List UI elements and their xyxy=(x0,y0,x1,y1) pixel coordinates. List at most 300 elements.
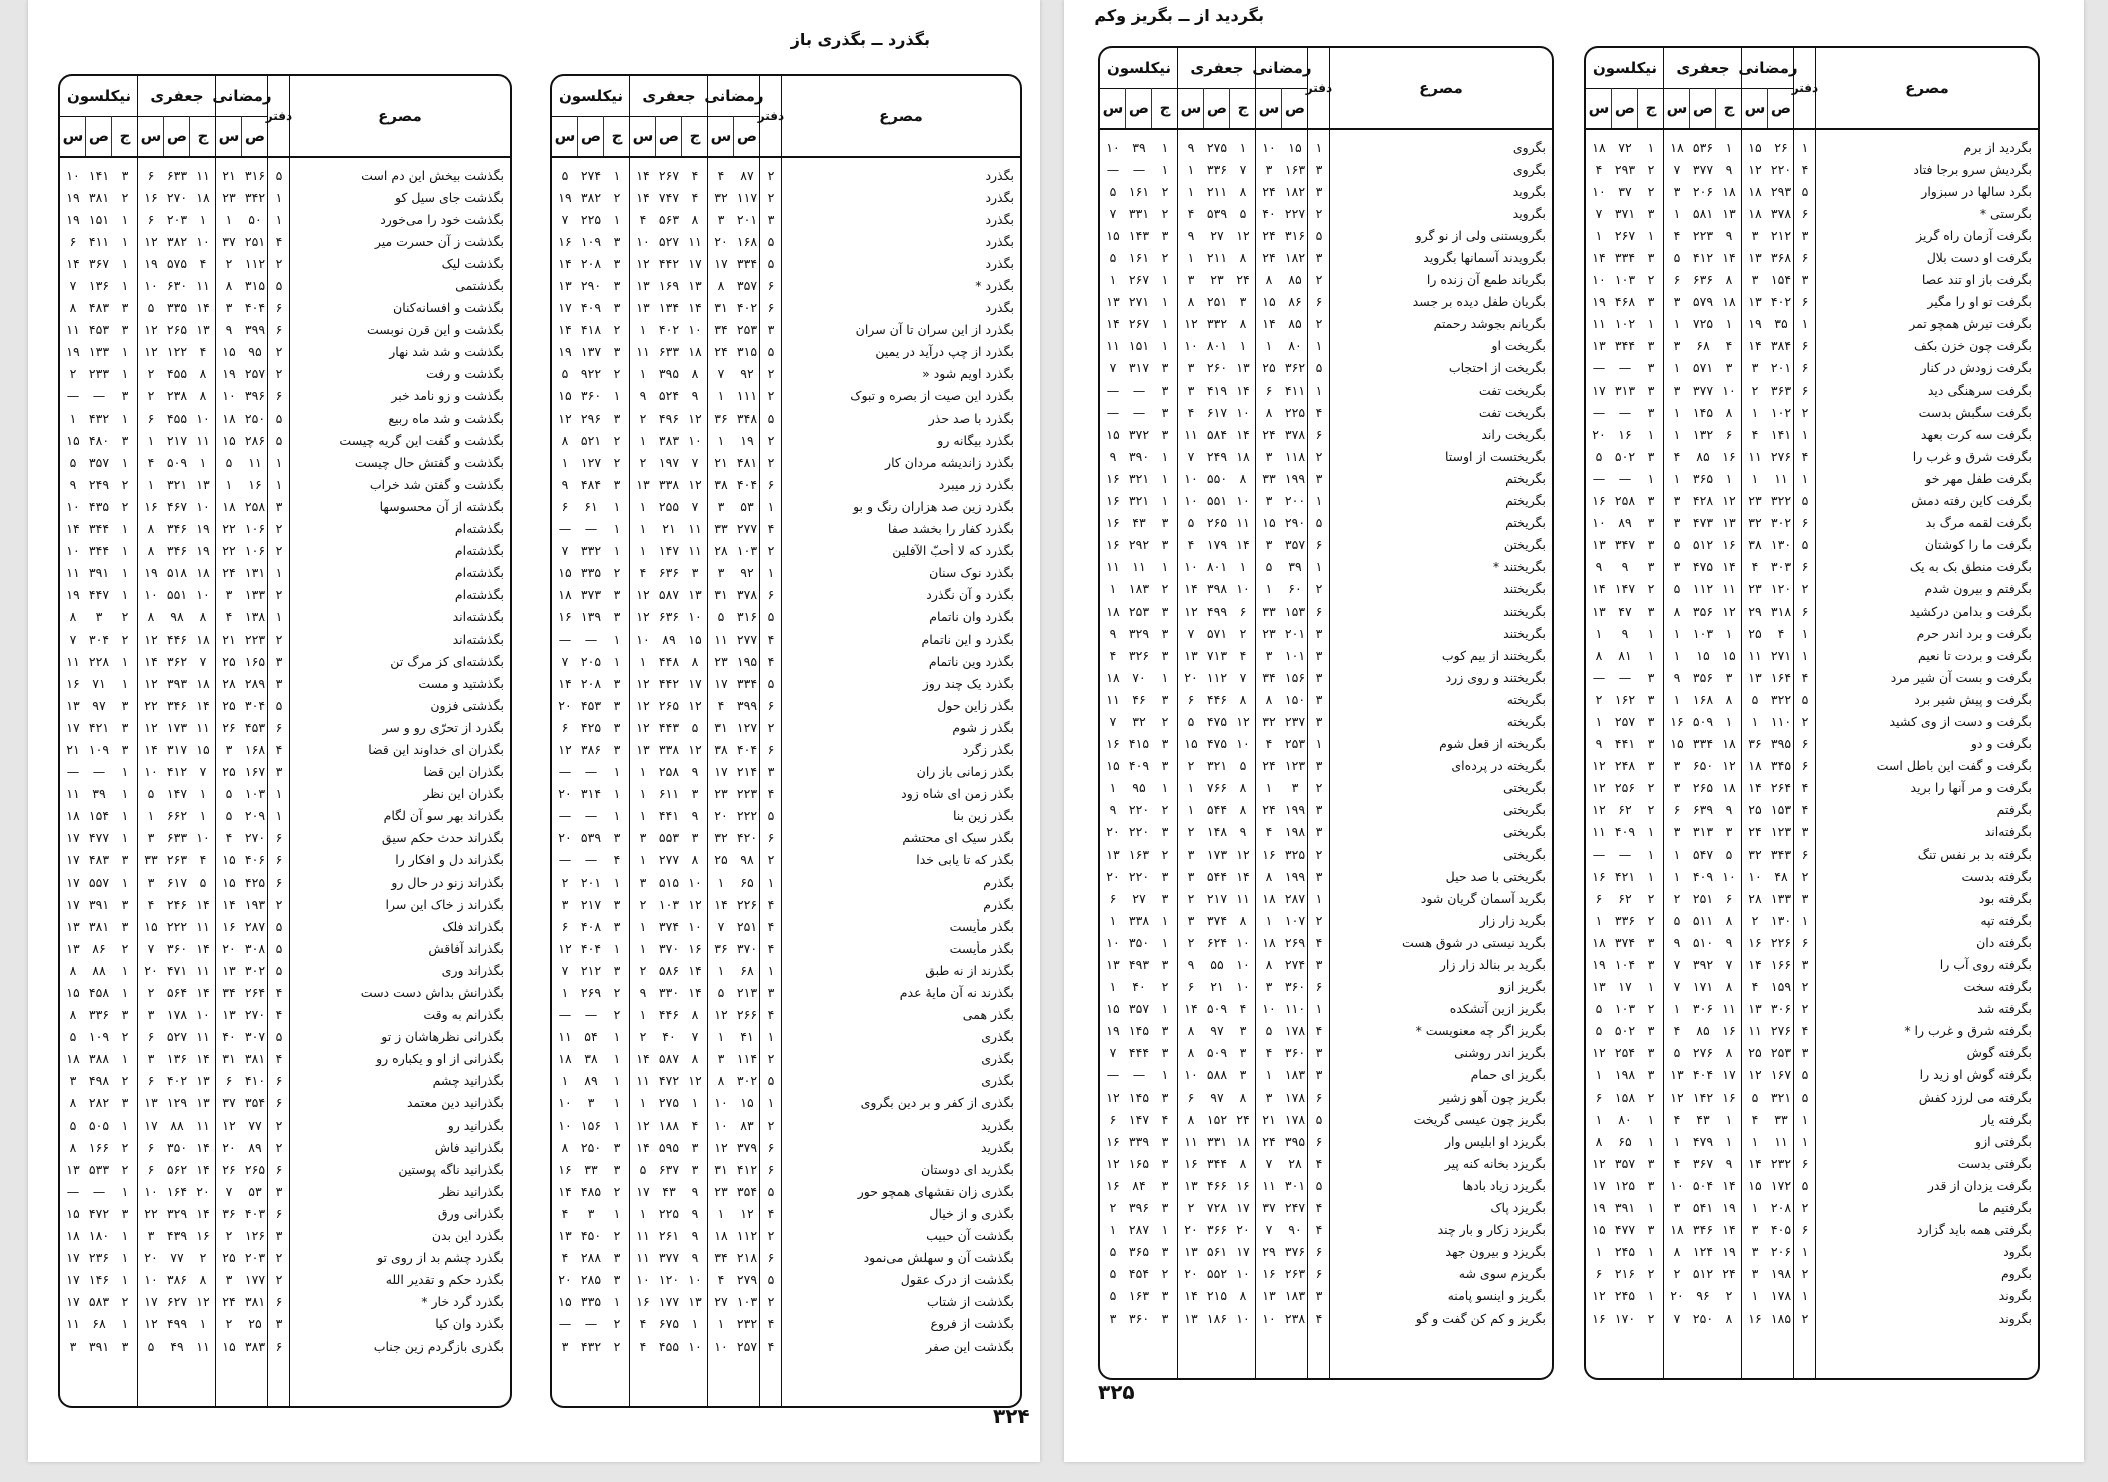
cell-ramazani-sin: ۱۳ xyxy=(1748,1001,1762,1017)
cell-verse-text: بگذراند وری xyxy=(441,962,504,978)
cell-jafari-sin: ۲ xyxy=(639,454,647,470)
header-daftar: دفتر xyxy=(1305,81,1333,95)
cell-ramazani-sad: ۱۳۸ xyxy=(244,609,266,625)
cell-jafari-sin: ۱۰ xyxy=(636,1272,650,1288)
cell-ramazani-sad: ۳۴۲ xyxy=(244,189,266,205)
cell-jafari-sad: ۵۸۱ xyxy=(1692,205,1714,221)
cell-ramazani-sad: ۳۷۸ xyxy=(1770,205,1792,221)
cell-daftar: ۲ xyxy=(275,1117,283,1133)
cell-nicholson-sin: ۱۰ xyxy=(1592,515,1606,531)
cell-verse-text: بگذشت و افسانه‌کنان xyxy=(393,300,504,316)
table-row xyxy=(552,893,1020,915)
cell-nicholson-jim: ۳ xyxy=(613,609,621,625)
cell-jafari-sin: ۱۲ xyxy=(636,675,650,691)
cell-jafari-jim: ۱۴ xyxy=(196,985,210,1001)
cell-jafari-jim: ۸ xyxy=(1239,250,1247,266)
cell-nicholson-sad: ۱۰۹ xyxy=(88,1029,110,1045)
cell-jafari-sin: ۱۱ xyxy=(636,1073,650,1089)
cell-jafari-sad: ۲۱۱ xyxy=(1206,183,1228,199)
cell-jafari-jim: ۹ xyxy=(1725,934,1733,950)
cell-nicholson-sin: ۱۱ xyxy=(66,653,80,669)
cell-jafari-sin: ۱۶ xyxy=(1184,1155,1198,1171)
cell-nicholson-sad: ۳۱۷ xyxy=(1128,360,1150,376)
cell-jafari-sin: ۱ xyxy=(1187,183,1195,199)
cell-nicholson-sad: ۴۵۸ xyxy=(88,985,110,1001)
cell-daftar: ۱ xyxy=(1315,338,1323,354)
cell-ramazani-sin: ۲۰ xyxy=(714,808,728,824)
cell-nicholson-jim: ۱ xyxy=(1647,846,1655,862)
cell-nicholson-sin: ۱۳ xyxy=(1106,846,1120,862)
cell-nicholson-sad: ۲۵۰ xyxy=(580,1139,602,1155)
cell-jafari-jim: ۳ xyxy=(1725,669,1733,685)
cell-nicholson-jim: ۲ xyxy=(1647,272,1655,288)
table-row xyxy=(552,341,1020,363)
cell-ramazani-sad: ۵۳ xyxy=(248,1183,262,1199)
cell-nicholson-jim: ۳ xyxy=(1647,1023,1655,1039)
cell-nicholson-sin: ۱۰ xyxy=(558,1095,572,1111)
table-row xyxy=(60,1313,510,1335)
cell-jafari-sin: ۲ xyxy=(147,388,155,404)
cell-jafari-jim: ۸ xyxy=(1725,979,1733,995)
cell-jafari-sad: ۵۵۲ xyxy=(1206,1266,1228,1282)
cell-ramazani-sad: ۲۲۲ xyxy=(736,808,758,824)
cell-nicholson-sin: ۱۳ xyxy=(66,697,80,713)
cell-ramazani-sin: ۲۴ xyxy=(1748,824,1762,840)
cell-ramazani-sin: ۴ xyxy=(225,830,233,846)
cell-jafari-sad: ۱۴۸ xyxy=(1206,824,1228,840)
cell-verse-text: بگذشت از شتاب xyxy=(927,1294,1014,1310)
column-rule xyxy=(215,76,216,1406)
cell-ramazani-sin: ۱۱ xyxy=(1262,1177,1276,1193)
cell-jafari-sad: ۴۵۵ xyxy=(166,366,188,382)
page-right xyxy=(1064,0,2084,1462)
cell-ramazani-sad: ۳۰۶ xyxy=(1770,1001,1792,1017)
cell-jafari-jim: ۱۷ xyxy=(1722,1067,1736,1083)
cell-nicholson-sin: ۱۳ xyxy=(66,940,80,956)
cell-ramazani-sin: ۱۵ xyxy=(1748,1177,1762,1193)
cell-daftar: ۵ xyxy=(275,918,283,934)
cell-ramazani-sad: ۳۴۳ xyxy=(1770,846,1792,862)
cell-ramazani-sad: ۳۵۴ xyxy=(736,1183,758,1199)
cell-jafari-sin: ۱۴ xyxy=(1184,1001,1198,1017)
cell-ramazani-sad: ۲۱۴ xyxy=(736,764,758,780)
cell-jafari-jim: ۳ xyxy=(1239,1045,1247,1061)
table-row xyxy=(1100,600,1552,622)
cell-nicholson-jim: ۲ xyxy=(1647,161,1655,177)
cell-ramazani-sin: ۳۱ xyxy=(714,300,728,316)
cell-nicholson-jim: ۲ xyxy=(613,1316,621,1332)
table-row xyxy=(1586,1285,2038,1307)
cell-nicholson-sad: ۱۰۳ xyxy=(1614,1001,1636,1017)
cell-nicholson-jim: ۳ xyxy=(613,896,621,912)
cell-jafari-jim: ۱ xyxy=(1725,713,1733,729)
cell-ramazani-sad: ۲۶۳ xyxy=(1284,1266,1306,1282)
table-row xyxy=(1100,1263,1552,1285)
cell-daftar: ۴ xyxy=(1315,1023,1323,1039)
cell-ramazani-sad: ۱۷۷ xyxy=(244,1272,266,1288)
cell-ramazani-sin: ۴ xyxy=(1265,736,1273,752)
cell-daftar: ۲ xyxy=(767,1228,775,1244)
cell-daftar: ۲ xyxy=(767,543,775,559)
column-rule xyxy=(603,116,604,156)
column-rule xyxy=(1229,88,1230,128)
cell-nicholson-jim: ۱ xyxy=(1647,1133,1655,1149)
cell-verse-text: بگریز ای حمام xyxy=(1470,1067,1546,1083)
cell-jafari-sin: ۱۴ xyxy=(636,167,650,183)
cell-ramazani-sin: ۳ xyxy=(225,300,233,316)
cell-ramazani-sin: ۱۱ xyxy=(714,631,728,647)
cell-jafari-jim: ۲ xyxy=(199,1250,207,1266)
cell-jafari-sad: ۲۷۰ xyxy=(166,189,188,205)
cell-nicholson-sad: ۳۲ xyxy=(1132,713,1146,729)
cell-nicholson-sad: ۲۹۶ xyxy=(580,410,602,426)
cell-ramazani-sin: ۳۳ xyxy=(714,521,728,537)
cell-verse-text: بگذرانید چشم xyxy=(432,1073,504,1089)
cell-jafari-sin: ۱۰ xyxy=(636,233,650,249)
cell-jafari-sad: ۴۲۸ xyxy=(1692,493,1714,509)
cell-jafari-sin: ۱۰ xyxy=(1184,338,1198,354)
cell-nicholson-sad: ۹۷ xyxy=(92,697,106,713)
cell-jafari-sin: ۵ xyxy=(1673,250,1681,266)
cell-jafari-jim: ۱۵ xyxy=(688,631,702,647)
cell-verse-text: بگریزد پاک xyxy=(1490,1200,1546,1216)
cell-jafari-sin: ۶ xyxy=(147,211,155,227)
cell-nicholson-jim: ۳ xyxy=(613,918,621,934)
cell-jafari-sad: ۳۷۴ xyxy=(1206,912,1228,928)
cell-daftar: ۱ xyxy=(1801,426,1809,442)
cell-verse-text: بگریخت تفت xyxy=(1478,404,1546,420)
table-row xyxy=(60,473,510,495)
table-row xyxy=(552,672,1020,694)
cell-ramazani-sin: ۵ xyxy=(717,985,725,1001)
cell-nicholson-jim: ۲ xyxy=(121,189,129,205)
cell-verse-text: بگریز و اینسو پامنه xyxy=(1447,1288,1546,1304)
cell-ramazani-sad: ۹۰ xyxy=(1288,1222,1302,1238)
cell-nicholson-sad: — xyxy=(1618,470,1632,486)
cell-nicholson-sin: ۷ xyxy=(1109,360,1117,376)
cell-nicholson-jim: ۱ xyxy=(1647,824,1655,840)
cell-nicholson-jim: ۲ xyxy=(613,1007,621,1023)
cell-jafari-jim: ۲ xyxy=(1239,625,1247,641)
cell-daftar: ۲ xyxy=(767,388,775,404)
cell-jafari-jim: ۱۸ xyxy=(196,631,210,647)
cell-nicholson-sin: ۱۷ xyxy=(1592,382,1606,398)
cell-jafari-sin: ۵ xyxy=(1673,537,1681,553)
cell-nicholson-sin: ۱۱ xyxy=(1592,824,1606,840)
cell-nicholson-sad: ۴۴۷ xyxy=(88,587,110,603)
table-row xyxy=(1586,953,2038,975)
cell-jafari-sad: ۳۷۰ xyxy=(658,940,680,956)
cell-daftar: ۱ xyxy=(1315,493,1323,509)
cell-verse-text: بگریزد زکار و بار چند xyxy=(1437,1222,1546,1238)
cell-nicholson-sin: ۲۱ xyxy=(66,741,80,757)
cell-daftar: ۴ xyxy=(1315,934,1323,950)
cell-jafari-sad: ۲۶۳ xyxy=(166,852,188,868)
cell-nicholson-sin: ۱۸ xyxy=(1106,669,1120,685)
cell-ramazani-sad: ۲۵۳ xyxy=(736,322,758,338)
cell-verse-text: بگذراند دل و افکار را xyxy=(395,852,504,868)
cell-ramazani-sin: ۲۲ xyxy=(222,521,236,537)
cell-ramazani-sad: ۲۵۳ xyxy=(1284,736,1306,752)
cell-verse-text: بگذشته از آن محسوسها xyxy=(379,498,504,514)
header-sin: س xyxy=(62,127,84,145)
cell-jafari-sin: ۱۰ xyxy=(144,764,158,780)
cell-jafari-jim: ۱۶ xyxy=(1722,537,1736,553)
cell-ramazani-sad: ۱۱ xyxy=(1774,1133,1788,1149)
cell-daftar: ۳ xyxy=(275,764,283,780)
cell-jafari-sad: ۵۳۹ xyxy=(1206,205,1228,221)
cell-jafari-sin: ۱۰ xyxy=(144,1183,158,1199)
cell-daftar: ۲ xyxy=(767,454,775,470)
cell-jafari-sin: ۹ xyxy=(639,388,647,404)
cell-daftar: ۵ xyxy=(1801,493,1809,509)
header-misra: مصرع xyxy=(879,107,923,125)
cell-nicholson-jim: ۱ xyxy=(1647,139,1655,155)
cell-nicholson-sad: ۴۷۷ xyxy=(88,830,110,846)
cell-daftar: ۲ xyxy=(275,587,283,603)
cell-jafari-sad: ۴۹ xyxy=(170,1338,184,1354)
cell-nicholson-jim: ۳ xyxy=(1647,669,1655,685)
cell-jafari-sad: ۹۷ xyxy=(1210,1089,1224,1105)
table-row xyxy=(60,252,510,274)
cell-daftar: ۶ xyxy=(275,830,283,846)
cell-jafari-sin: ۴ xyxy=(1673,448,1681,464)
cell-nicholson-sin: ۹ xyxy=(1109,802,1117,818)
cell-daftar: ۳ xyxy=(1801,890,1809,906)
cell-jafari-sin: ۱۲ xyxy=(1670,1089,1684,1105)
cell-jafari-jim: ۱۳ xyxy=(688,278,702,294)
cell-verse-text: بگریختن xyxy=(1503,537,1546,553)
cell-nicholson-jim: ۳ xyxy=(1647,338,1655,354)
cell-ramazani-sad: ۱۲ xyxy=(740,1205,754,1221)
cell-jafari-sin: ۱ xyxy=(639,852,647,868)
cell-jafari-sad: ۶۲۴ xyxy=(1206,934,1228,950)
cell-jafari-sad: ۲۶۵ xyxy=(658,697,680,713)
cell-daftar: ۳ xyxy=(767,985,775,1001)
cell-daftar: ۵ xyxy=(1801,1067,1809,1083)
cell-nicholson-sin: ۱۹ xyxy=(66,211,80,227)
cell-jafari-sin: ۳ xyxy=(1673,493,1681,509)
cell-nicholson-sad: ۴۰۹ xyxy=(580,300,602,316)
cell-daftar: ۳ xyxy=(1801,957,1809,973)
cell-nicholson-sad: ۲۵۴ xyxy=(1614,1045,1636,1061)
cell-ramazani-sin: ۱۸ xyxy=(1262,890,1276,906)
cell-nicholson-sin: ۴ xyxy=(1595,161,1603,177)
cell-verse-text: بگذشته‌ام xyxy=(454,521,504,537)
cell-ramazani-sin: ۳ xyxy=(717,1051,725,1067)
cell-nicholson-jim: ۳ xyxy=(613,675,621,691)
cell-jafari-jim: ۲۰ xyxy=(196,1183,210,1199)
cell-jafari-jim: ۷ xyxy=(691,498,699,514)
cell-nicholson-sad: ۳۹۱ xyxy=(1614,1200,1636,1216)
cell-ramazani-sin: ۸ xyxy=(717,1073,725,1089)
cell-jafari-sin: ۱۶ xyxy=(144,189,158,205)
cell-ramazani-sin: ۳۴ xyxy=(222,985,236,1001)
cell-ramazani-sad: ۱۹۸ xyxy=(1284,824,1306,840)
cell-nicholson-jim: ۳ xyxy=(1647,1045,1655,1061)
cell-jafari-jim: ۱۱ xyxy=(196,1338,210,1354)
cell-daftar: ۵ xyxy=(1801,691,1809,707)
cell-jafari-sad: ۵۱۲ xyxy=(1692,537,1714,553)
cell-jafari-sad: ۴۱۹ xyxy=(1206,382,1228,398)
cell-daftar: ۵ xyxy=(275,1029,283,1045)
cell-jafari-jim: ۷ xyxy=(691,1029,699,1045)
cell-nicholson-sin: ۷ xyxy=(561,653,569,669)
cell-verse-text: بگذرد از این سران تا آن سران xyxy=(855,322,1014,338)
cell-ramazani-sin: ۳۱ xyxy=(714,1161,728,1177)
table-row xyxy=(60,1291,510,1313)
table-row xyxy=(1100,1174,1552,1196)
cell-daftar: ۳ xyxy=(1801,824,1809,840)
table-row xyxy=(1586,688,2038,710)
cell-ramazani-sad: ۸۰ xyxy=(1288,338,1302,354)
cell-daftar: ۳ xyxy=(1315,625,1323,641)
cell-jafari-sin: ۶ xyxy=(147,1073,155,1089)
cell-nicholson-sin: ۲۰ xyxy=(558,830,572,846)
cell-jafari-sad: ۱۶۸ xyxy=(1692,691,1714,707)
table-row xyxy=(60,1092,510,1114)
cell-jafari-jim: ۱۰ xyxy=(196,830,210,846)
cell-ramazani-sin: ۲۵ xyxy=(222,653,236,669)
cell-jafari-sin: ۱ xyxy=(639,653,647,669)
cell-ramazani-sin: ۳۴ xyxy=(714,1250,728,1266)
cell-nicholson-sad: ۱۸۰ xyxy=(88,1228,110,1244)
cell-verse-text: بگذشت و شد ماه ربیع xyxy=(388,410,504,426)
cell-nicholson-sin: ۱۱ xyxy=(1106,338,1120,354)
cell-ramazani-sad: ۲۰۸ xyxy=(1770,1200,1792,1216)
cell-ramazani-sad: ۳۱۵ xyxy=(736,344,758,360)
cell-verse-text: بگذشته‌ام xyxy=(454,587,504,603)
cell-jafari-sin: ۱۷ xyxy=(144,1117,158,1133)
column-rule xyxy=(1307,48,1308,1378)
cell-jafari-sad: ۳۶۲ xyxy=(166,653,188,669)
cell-jafari-sin: ۱ xyxy=(1673,1001,1681,1017)
cell-nicholson-jim: ۱ xyxy=(613,1073,621,1089)
cell-verse-text: بگذر همی xyxy=(962,1007,1014,1023)
cell-daftar: ۴ xyxy=(767,896,775,912)
cell-jafari-sin: ۴ xyxy=(147,454,155,470)
cell-nicholson-jim: ۱ xyxy=(1161,338,1169,354)
cell-nicholson-jim: ۳ xyxy=(1161,426,1169,442)
cell-ramazani-sin: ۱ xyxy=(717,1205,725,1221)
cell-jafari-sin: ۵ xyxy=(1673,912,1681,928)
cell-verse-text: بگرفته می لرزد کفش xyxy=(1918,1089,2032,1105)
cell-ramazani-sin: ۳۶ xyxy=(222,1205,236,1221)
cell-verse-text: بگذراند حدث حکم سیق xyxy=(381,830,504,846)
cell-ramazani-sad: ۱۵۹ xyxy=(1770,979,1792,995)
table-row xyxy=(1586,976,2038,998)
cell-nicholson-sin: ۱۴ xyxy=(558,255,572,271)
cell-ramazani-sin: ۵ xyxy=(225,786,233,802)
cell-nicholson-jim: ۱ xyxy=(613,167,621,183)
cell-verse-text: بگرفت شرق و غرب را xyxy=(1912,448,2032,464)
cell-ramazani-sin: ۱۶ xyxy=(1262,1266,1276,1282)
cell-nicholson-sad: ۱۹۸ xyxy=(1614,1067,1636,1083)
cell-nicholson-sad: ۱۰۳ xyxy=(1614,272,1636,288)
cell-daftar: ۵ xyxy=(767,609,775,625)
cell-jafari-sad: ۵۰۴ xyxy=(1692,1177,1714,1193)
table-row xyxy=(60,606,510,628)
cell-nicholson-sad: ۳۳۵ xyxy=(580,1294,602,1310)
cell-ramazani-sin: ۸ xyxy=(1265,404,1273,420)
cell-jafari-jim: ۱ xyxy=(1239,338,1247,354)
cell-jafari-jim: ۸ xyxy=(691,653,699,669)
cell-jafari-sad: ۱۰۳ xyxy=(1692,625,1714,641)
cell-nicholson-sin: — xyxy=(558,1007,572,1023)
table-row xyxy=(60,1269,510,1291)
cell-verse-text: بگذشت از فروع xyxy=(930,1316,1014,1332)
cell-verse-text: بگریخته xyxy=(1506,691,1546,707)
cell-daftar: ۲ xyxy=(1801,1310,1809,1326)
table-row xyxy=(1586,467,2038,489)
cell-daftar: ۶ xyxy=(275,874,283,890)
cell-ramazani-sad: ۳۴۸ xyxy=(736,410,758,426)
cell-jafari-sad: ۷۴۷ xyxy=(658,189,680,205)
cell-ramazani-sad: ۱۵۰ xyxy=(1284,691,1306,707)
cell-ramazani-sad: ۱۳۳ xyxy=(244,587,266,603)
cell-nicholson-jim: ۳ xyxy=(1647,758,1655,774)
header-jim: ج xyxy=(1645,99,1657,117)
cell-ramazani-sin: ۱۲ xyxy=(1748,1067,1762,1083)
cell-nicholson-sin: ۵ xyxy=(1109,1244,1117,1260)
cell-ramazani-sad: ۴۰۲ xyxy=(736,300,758,316)
cell-jafari-jim: ۱۶ xyxy=(196,1228,210,1244)
cell-daftar: ۵ xyxy=(1315,1177,1323,1193)
cell-jafari-sin: ۱۴ xyxy=(636,189,650,205)
cell-jafari-jim: ۹ xyxy=(691,808,699,824)
cell-verse-text: بگذرانید نظر xyxy=(439,1183,504,1199)
cell-nicholson-sad: ۳۴۴ xyxy=(88,543,110,559)
header-ramazani: رمضانی xyxy=(212,87,272,105)
cell-ramazani-sin: ۱۸ xyxy=(222,498,236,514)
cell-jafari-sad: ۵۴۱ xyxy=(1692,1200,1714,1216)
cell-ramazani-sin: ۲۴ xyxy=(1262,250,1276,266)
cell-jafari-jim: ۱۷ xyxy=(688,255,702,271)
cell-nicholson-jim: ۳ xyxy=(1161,360,1169,376)
cell-ramazani-sad: ۳۹۵ xyxy=(1284,1133,1306,1149)
cell-jafari-sad: ۳۳۱ xyxy=(1206,1133,1228,1149)
cell-jafari-sad: ۲۶۱ xyxy=(658,1228,680,1244)
cell-ramazani-sad: ۳۶۲ xyxy=(1284,360,1306,376)
table-row xyxy=(60,341,510,363)
cell-ramazani-sin: ۸ xyxy=(225,278,233,294)
cell-jafari-jim: ۸ xyxy=(1725,1045,1733,1061)
cell-ramazani-sin: ۴ xyxy=(717,167,725,183)
cell-nicholson-sad: ۲۲۰ xyxy=(1128,824,1150,840)
cell-jafari-sad: ۸۸ xyxy=(170,1117,184,1133)
cell-jafari-sad: ۱۴۵ xyxy=(1692,404,1714,420)
cell-jafari-sin: ۲ xyxy=(147,366,155,382)
cell-ramazani-sin: ۳ xyxy=(1265,448,1273,464)
cell-nicholson-jim: ۳ xyxy=(613,741,621,757)
cell-nicholson-jim: ۱ xyxy=(1647,316,1655,332)
cell-nicholson-sin: ۷ xyxy=(1109,205,1117,221)
cell-verse-text: بگذشت از درک عقول xyxy=(900,1272,1014,1288)
cell-ramazani-sad: ۴۰۴ xyxy=(736,476,758,492)
cell-ramazani-sin: ۱۵ xyxy=(1262,515,1276,531)
cell-nicholson-jim: ۱ xyxy=(1161,559,1169,575)
cell-daftar: ۲ xyxy=(767,852,775,868)
table-row xyxy=(1100,710,1552,732)
cell-jafari-sad: ۵۷۱ xyxy=(1692,360,1714,376)
cell-ramazani-sin: ۱۴ xyxy=(222,896,236,912)
cell-daftar: ۱ xyxy=(1801,647,1809,663)
table-row xyxy=(1100,578,1552,600)
cell-verse-text: بگذرانی نظرهاشان ز تو xyxy=(381,1029,504,1045)
cell-jafari-jim: ۸ xyxy=(1725,404,1733,420)
cell-jafari-jim: ۶ xyxy=(1239,603,1247,619)
table-row xyxy=(1586,777,2038,799)
